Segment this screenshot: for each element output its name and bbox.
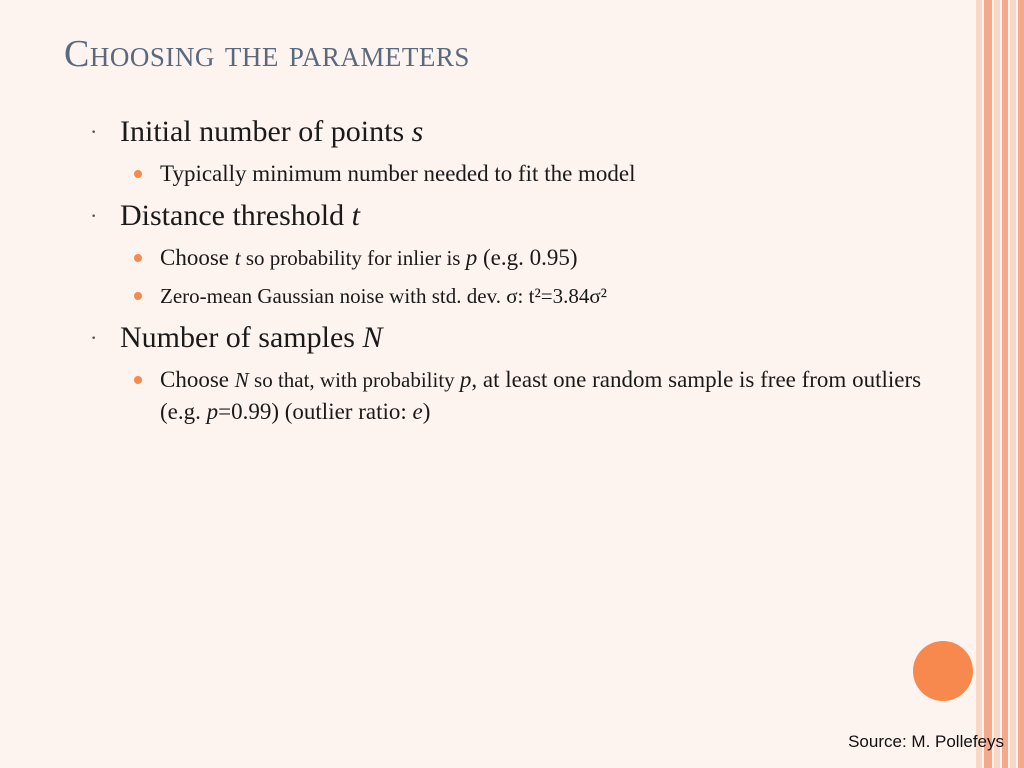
bullet-list [90,112,930,434]
bullet-number-of-samples [90,318,930,358]
decorative-stripes [976,0,1024,768]
sub-bullet-part: Choose [160,245,235,270]
sub-bullet-minimum-number [90,158,930,190]
bullet-dot [134,254,142,262]
sub-bullet-choose-n [90,364,930,428]
sub-bullet-text: Typically minimum number needed to fit the model [160,161,636,186]
bullet-dot [134,170,142,178]
sub-bullet-part: ) [422,399,431,424]
bullet-variable: s [411,115,424,148]
sub-bullet-part: Choose [160,367,235,392]
sub-bullet-variable: e [412,399,423,424]
sub-bullet-variable: p [459,367,472,392]
bullet-dot [134,376,142,384]
stripe [1018,0,1024,768]
stripe [976,0,982,768]
bullet-text: Number of samples [120,321,363,354]
bullet-dot: · [90,119,98,144]
sub-bullet-text: Zero-mean Gaussian noise with std. dev. σ: t²=3.84σ² [160,284,607,308]
stripe [1010,0,1016,768]
sub-bullet-choose-t [90,242,930,274]
bullet-variable: N [362,321,383,354]
bullet-dot: · [90,325,98,350]
sub-bullet-variable: p [206,399,219,424]
stripe [994,0,1000,768]
source-credit: Source: M. Pollefeys [848,732,1004,751]
bullet-dot: · [90,203,98,228]
sub-bullet-variable: N [234,368,249,392]
stripe [1002,0,1008,768]
sub-bullet-part: so that, with probability [248,368,460,392]
bullet-distance-threshold [90,196,930,236]
stripe [984,0,992,768]
bullet-dot [134,292,142,300]
sub-bullet-gaussian-noise [90,280,930,312]
sub-bullet-part: so probability for inlier is [240,246,466,270]
bullet-text: Initial number of points [120,115,412,148]
sub-bullet-variable: p [465,245,478,270]
bullet-variable: t [351,199,360,232]
sub-bullet-variable: t [234,246,241,270]
sub-bullet-part: (e.g. 0.95) [477,245,578,270]
sub-bullet-part: , at least one random sample is free from outliers (e.g. [160,367,922,424]
bullet-initial-points [90,112,930,152]
bullet-text: Distance threshold [120,199,352,232]
sub-bullet-part: =0.99) (outlier ratio: [218,399,413,424]
slide-title: Choosing the parameters [64,33,470,75]
decorative-circle [913,641,973,701]
